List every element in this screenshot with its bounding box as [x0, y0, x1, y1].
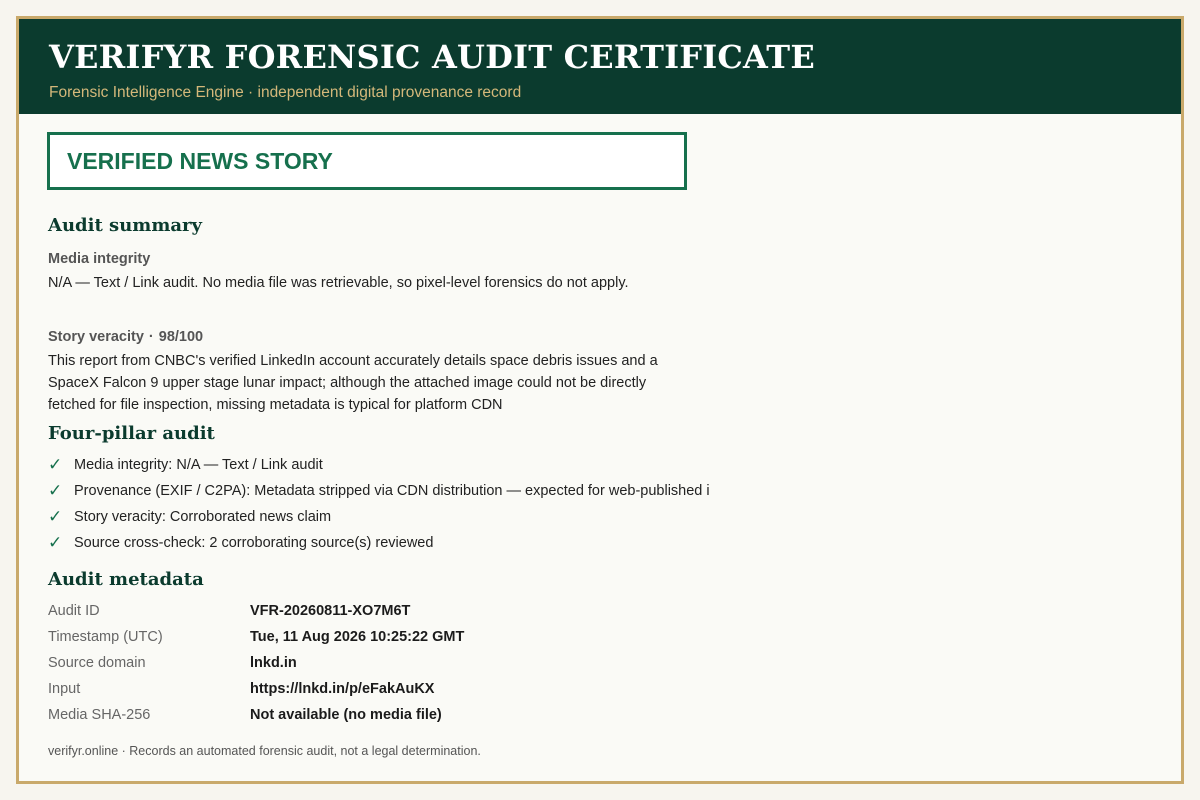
- story-veracity-score: 98/100: [158, 329, 204, 345]
- story-veracity-separator: ·: [148, 329, 154, 345]
- metadata-row-source-domain: [48, 650, 297, 676]
- pillar-text: Provenance (EXIF / C2PA): Metadata stripped via CDN distribution — expected for web-published i: [74, 483, 710, 499]
- audit-certificate: [16, 16, 1184, 784]
- metadata-value: Tue, 11 Aug 2026 10:25:22 GMT: [250, 629, 465, 645]
- metadata-key: Audit ID: [48, 603, 100, 619]
- story-veracity-text: This report from CNBC's verified LinkedIn account accurately details space debris issues and a SpaceX Falcon 9 upper stage lunar impact; although the attached image could not be directly fetched for file inspection, missing metadata is typical for platform CDN: [48, 353, 658, 413]
- certificate-header: [19, 19, 1181, 114]
- checkmark-icon: ✓: [48, 481, 63, 501]
- checkmark-icon: ✓: [48, 455, 63, 475]
- metadata-key: Timestamp (UTC): [48, 629, 163, 645]
- metadata-row-media-sha256: [48, 702, 442, 728]
- verdict-badge: VERIFIED NEWS STORY: [47, 132, 687, 190]
- pillar-text: Source cross-check: 2 corroborating source(s) reviewed: [74, 535, 434, 551]
- certificate-title: VERIFYR FORENSIC AUDIT CERTIFICATE: [49, 38, 815, 76]
- certificate-subtitle: Forensic Intelligence Engine · independent digital provenance record: [49, 84, 522, 101]
- metadata-key: Input: [48, 681, 81, 697]
- metadata-key: Source domain: [48, 655, 146, 671]
- media-integrity-label: Media integrity: [48, 251, 151, 267]
- audit-summary-heading: Audit summary: [48, 215, 202, 236]
- metadata-value: VFR-20260811-XO7M6T: [250, 603, 411, 619]
- story-veracity-label: Story veracity: [48, 329, 144, 345]
- metadata-row-timestamp: [48, 624, 464, 650]
- four-pillar-heading: Four-pillar audit: [48, 423, 215, 444]
- metadata-value: https://lnkd.in/p/eFakAuKX: [250, 681, 435, 697]
- metadata-value: lnkd.in: [250, 655, 297, 671]
- checkmark-icon: ✓: [48, 533, 63, 553]
- checkmark-icon: ✓: [48, 507, 63, 527]
- metadata-row-audit-id: [48, 598, 410, 624]
- media-integrity-text: N/A — Text / Link audit. No media file was retrievable, so pixel-level forensics do not apply.: [48, 275, 629, 291]
- pillar-item-media-integrity: [48, 453, 323, 477]
- metadata-key: Media SHA-256: [48, 707, 151, 723]
- pillar-text: Story veracity: Corroborated news claim: [74, 509, 332, 525]
- metadata-row-input: [48, 676, 434, 702]
- metadata-value: Not available (no media file): [250, 707, 442, 723]
- pillar-item-source-cross-check: [48, 531, 433, 555]
- pillar-item-provenance: [48, 479, 710, 503]
- pillar-item-story-veracity: [48, 505, 331, 529]
- pillar-text: Media integrity: N/A — Text / Link audit: [74, 457, 323, 473]
- certificate-footer: verifyr.online · Records an automated forensic audit, not a legal determination.: [48, 744, 481, 758]
- story-veracity-label-row: [48, 327, 203, 347]
- audit-metadata-heading: Audit metadata: [48, 569, 204, 590]
